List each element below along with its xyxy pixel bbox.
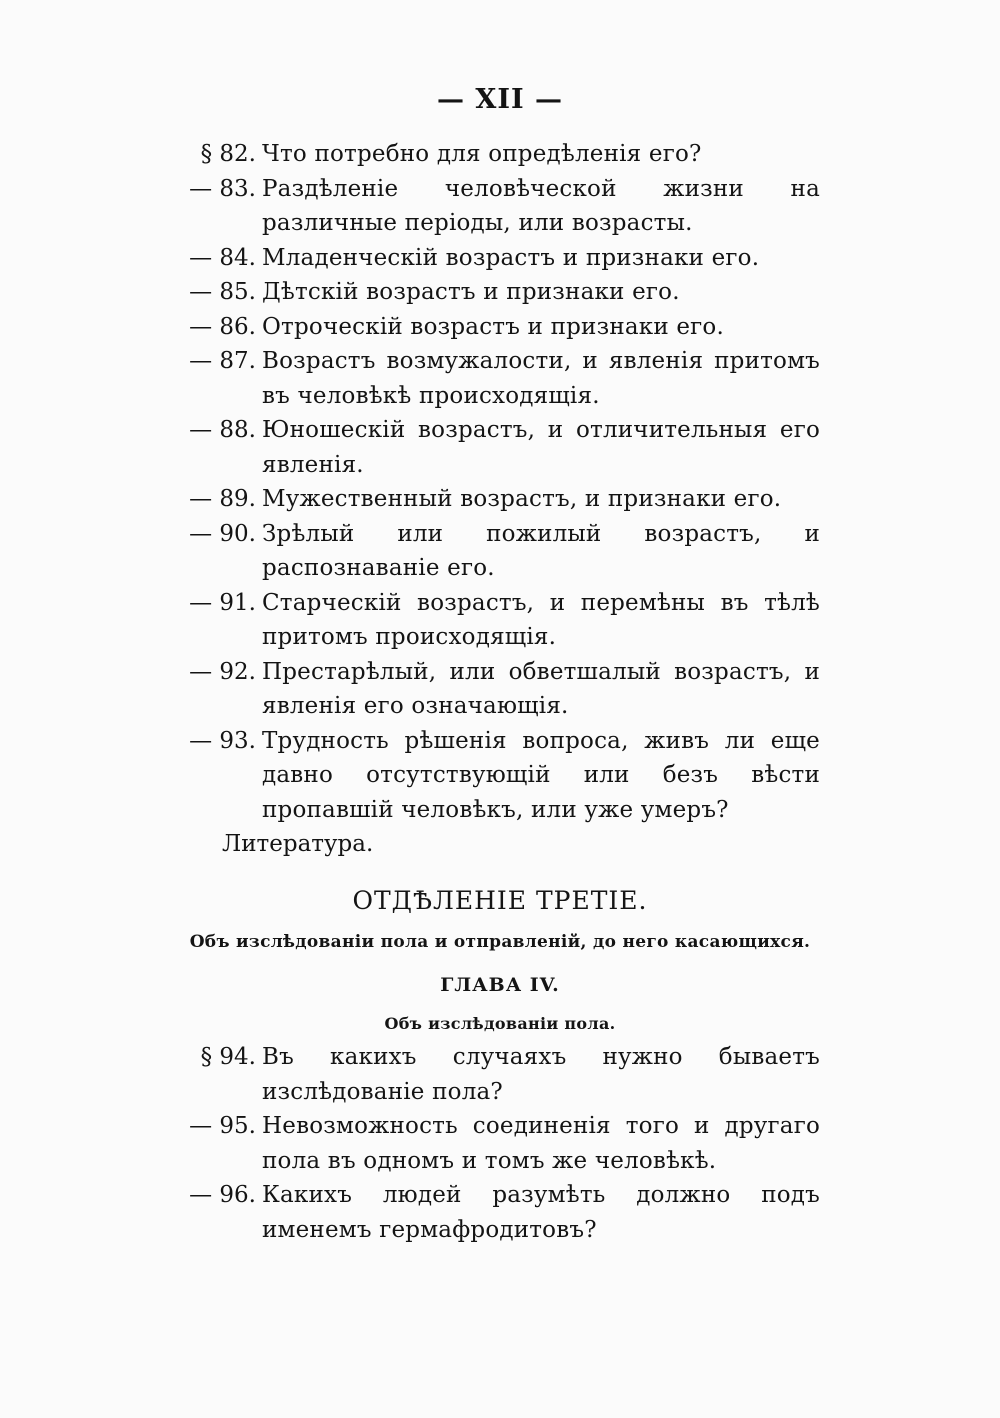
toc-entry [180, 310, 820, 345]
entry-label: — 95. [189, 1113, 256, 1139]
entry-text: Мужественный возрастъ, и признаки его. [262, 486, 782, 512]
toc-entry [180, 517, 820, 586]
toc-entry [180, 724, 820, 828]
entry-text: Старческій возрастъ, и перемѣны въ тѣлѣ притомъ происходящія. [262, 589, 820, 650]
chapter-title: ГЛАВА IV. [440, 974, 560, 996]
entry-label: — 85. [189, 279, 256, 305]
entry-text: Раздѣленіе человѣческой жизни на различные періоды, или возрасты. [262, 175, 820, 236]
entry-label: — 91. [189, 589, 256, 616]
toc-entry [180, 241, 820, 276]
entry-label: § 82. [200, 141, 256, 167]
toc-block-bottom [180, 1040, 820, 1247]
entry-label: — 93. [189, 727, 256, 754]
page-number: — XII — [436, 84, 563, 115]
toc-entry [180, 482, 820, 517]
entry-label: — 92. [189, 658, 256, 685]
entry-label: — 89. [189, 486, 256, 512]
toc-entry [180, 275, 820, 310]
entry-text: Младенческій возрастъ и признаки его. [262, 244, 760, 271]
toc-entry [180, 137, 820, 172]
toc-entry [180, 1178, 820, 1247]
entry-text: Какихъ людей разумѣть должно подъ именемъ гермафродитовъ? [262, 1182, 820, 1243]
chapter-subtitle: Объ изслѣдованіи пола. [384, 1014, 616, 1033]
entry-text: Зрѣлый или пожилый возрастъ, и распознаваніе его. [262, 520, 820, 581]
toc-entry [180, 344, 820, 413]
entry-text: Возрастъ возмужалости, и явленія притомъ въ человѣкѣ происходящія. [262, 348, 820, 409]
toc-entry [180, 655, 820, 724]
toc-entry [180, 1040, 820, 1109]
entry-text: Невозможность соединенія того и другаго пола въ одномъ и томъ же человѣкѣ. [262, 1113, 820, 1174]
toc-entry [180, 413, 820, 482]
section-subtitle: Объ изслѣдованіи пола и отправленій, до него касающихся. [189, 932, 811, 952]
entry-label: — 90. [189, 520, 256, 547]
entry-label: — 86. [189, 313, 256, 340]
entry-text: Дѣтскій возрастъ и признаки его. [262, 279, 680, 305]
entry-label: — 96. [189, 1182, 256, 1208]
entry-label: — 84. [189, 244, 256, 271]
entry-label: — 83. [189, 175, 256, 202]
entry-text: Престарѣлый, или обветшалый возрастъ, и явленія его означающія. [262, 658, 820, 719]
entry-label: § 94. [200, 1044, 256, 1070]
entry-text: Трудность рѣшенія вопроса, живъ ли еще давно отсутствующій или безъ вѣсти пропавшій человѣкъ, или уже умеръ? [262, 727, 820, 823]
toc-entry [180, 1109, 820, 1178]
toc-entry [180, 172, 820, 241]
entry-text: Юношескій возрастъ, и отличительныя его явленія. [262, 417, 820, 478]
entry-label: — 87. [189, 348, 256, 374]
entry-text: Въ какихъ случаяхъ нужно бываетъ изслѣдованіе пола? [262, 1044, 820, 1105]
literature-label: Литература. [222, 831, 374, 857]
toc-entry [180, 586, 820, 655]
toc-block-top [180, 137, 820, 862]
section-title: ОТДѢЛЕНІЕ ТРЕТІЕ. [352, 886, 648, 915]
entry-text: Что потребно для опредѣленія его? [262, 141, 702, 167]
entry-text: Отроческій возрастъ и признаки его. [262, 313, 724, 340]
entry-label: — 88. [189, 417, 256, 443]
